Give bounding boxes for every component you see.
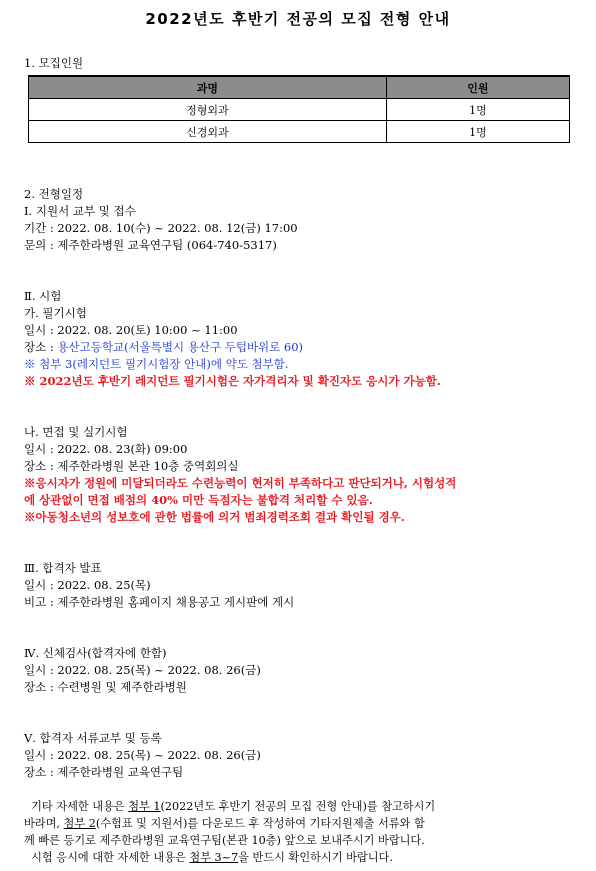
attachment-2-ref: 첨부 2 — [63, 817, 96, 830]
table-cell-headcount: 1명 — [386, 121, 569, 143]
attachment-3-7-ref: 첨부 3~7 — [189, 851, 239, 864]
part2-heading: Ⅱ. 시험 — [24, 289, 62, 303]
table-cell-department: 신경외과 — [29, 121, 387, 143]
part5-heading: Ⅴ. 합격자 서류교부 및 등록 — [24, 731, 162, 745]
interview-heading: 나. 면접 및 실기시험 — [24, 425, 128, 439]
part1-heading: Ⅰ. 지원서 교부 및 접수 — [24, 204, 136, 218]
interview-place: 장소 : 제주한라병원 본관 10층 중역회의실 — [24, 459, 239, 473]
part4-place: 장소 : 수련병원 및 제주한라병원 — [24, 680, 187, 694]
column-header-department: 과명 — [29, 76, 387, 99]
closing-text: (2022년도 후반기 전공의 모집 전형 안내)를 참고하시기 — [160, 800, 436, 813]
part4-date: 일시 : 2022. 08. 25(목) ~ 2022. 08. 26(금) — [24, 663, 261, 677]
part3-heading: Ⅲ. 합격자 발표 — [24, 561, 102, 575]
table-row — [29, 99, 570, 121]
section-heading-schedule: 2. 전형일정 — [24, 187, 84, 201]
written-exam-heading: 가. 필기시험 — [24, 306, 87, 320]
interview-note-1b: 에 상관없이 면접 배점의 40% 미만 득점자는 불합격 처리할 수 있음. — [24, 493, 373, 507]
part4-heading: Ⅳ. 신체검사(합격자에 한함) — [24, 646, 167, 660]
table-header-row — [29, 76, 570, 99]
closing-text: 바라며, — [24, 817, 64, 830]
part1-period: 기간 : 2022. 08. 10(수) ~ 2022. 08. 12(금) 17:00 — [24, 221, 298, 235]
written-exam-note-quarantine: ※ 2022년도 후반기 레지던트 필기시험은 자가격리자 및 확진자도 응시가 가능함. — [24, 374, 441, 388]
interview-note-2: ※아동청소년의 성보호에 관한 법률에 의거 범죄경력조회 결과 확인될 경우. — [24, 510, 405, 524]
part1-contact: 문의 : 제주한라병원 교육연구팀 (064-740-5317) — [24, 238, 277, 252]
closing-text: 기타 자세한 내용은 — [24, 800, 129, 813]
table-row — [29, 121, 570, 143]
interview-date: 일시 : 2022. 08. 23(화) 09:00 — [24, 442, 188, 456]
section-heading-recruitment: 1. 모집인원 — [24, 56, 84, 70]
closing-text: 시험 응시에 대한 자세한 내용은 — [24, 851, 190, 864]
part3-date: 일시 : 2022. 08. 25(목) — [24, 578, 151, 592]
closing-line-1 — [24, 798, 584, 815]
written-exam-place-value: 용산고등학교(서울특별시 용산구 두텁바위로 60) — [57, 340, 304, 354]
part3-remark: 비고 : 제주한라병원 홈페이지 채용공고 게시판에 게시 — [24, 595, 295, 609]
closing-line-3: 께 빠른 등기로 제주한라병원 교육연구팀(본관 10층) 앞으로 보내주시기 바랍니다. — [24, 834, 425, 847]
part5-place: 장소 : 제주한라병원 교육연구팀 — [24, 765, 184, 779]
part5-date: 일시 : 2022. 08. 25(목) ~ 2022. 08. 26(금) — [24, 748, 261, 762]
attachment-1-ref: 첨부 1 — [128, 800, 161, 813]
recruitment-table — [28, 75, 570, 143]
page-title: 2022년도 후반기 전공의 모집 전형 안내 — [145, 10, 451, 28]
closing-line-2 — [24, 815, 584, 832]
closing-text: 을 반드시 확인하시기 바랍니다. — [238, 851, 393, 864]
interview-note-1a: ※응시자가 정원에 미달되더라도 수련능력이 현저히 부족하다고 판단되거나, 시험성적 — [24, 476, 457, 490]
written-exam-place — [24, 339, 303, 356]
closing-text: (수험표 및 지원서)를 다운로드 후 작성하여 기타지원제출 서류와 함 — [95, 817, 425, 830]
column-header-headcount: 인원 — [386, 76, 569, 99]
written-exam-note-map: ※ 첨부 3(레지던트 필기시험장 안내)에 약도 첨부함. — [24, 357, 289, 371]
closing-line-4 — [24, 849, 584, 866]
written-exam-place-label: 장소 : — [24, 340, 58, 354]
written-exam-date: 일시 : 2022. 08. 20(토) 10:00 ~ 11:00 — [24, 323, 238, 337]
table-cell-department: 정형외과 — [29, 99, 387, 121]
table-cell-headcount: 1명 — [386, 99, 569, 121]
